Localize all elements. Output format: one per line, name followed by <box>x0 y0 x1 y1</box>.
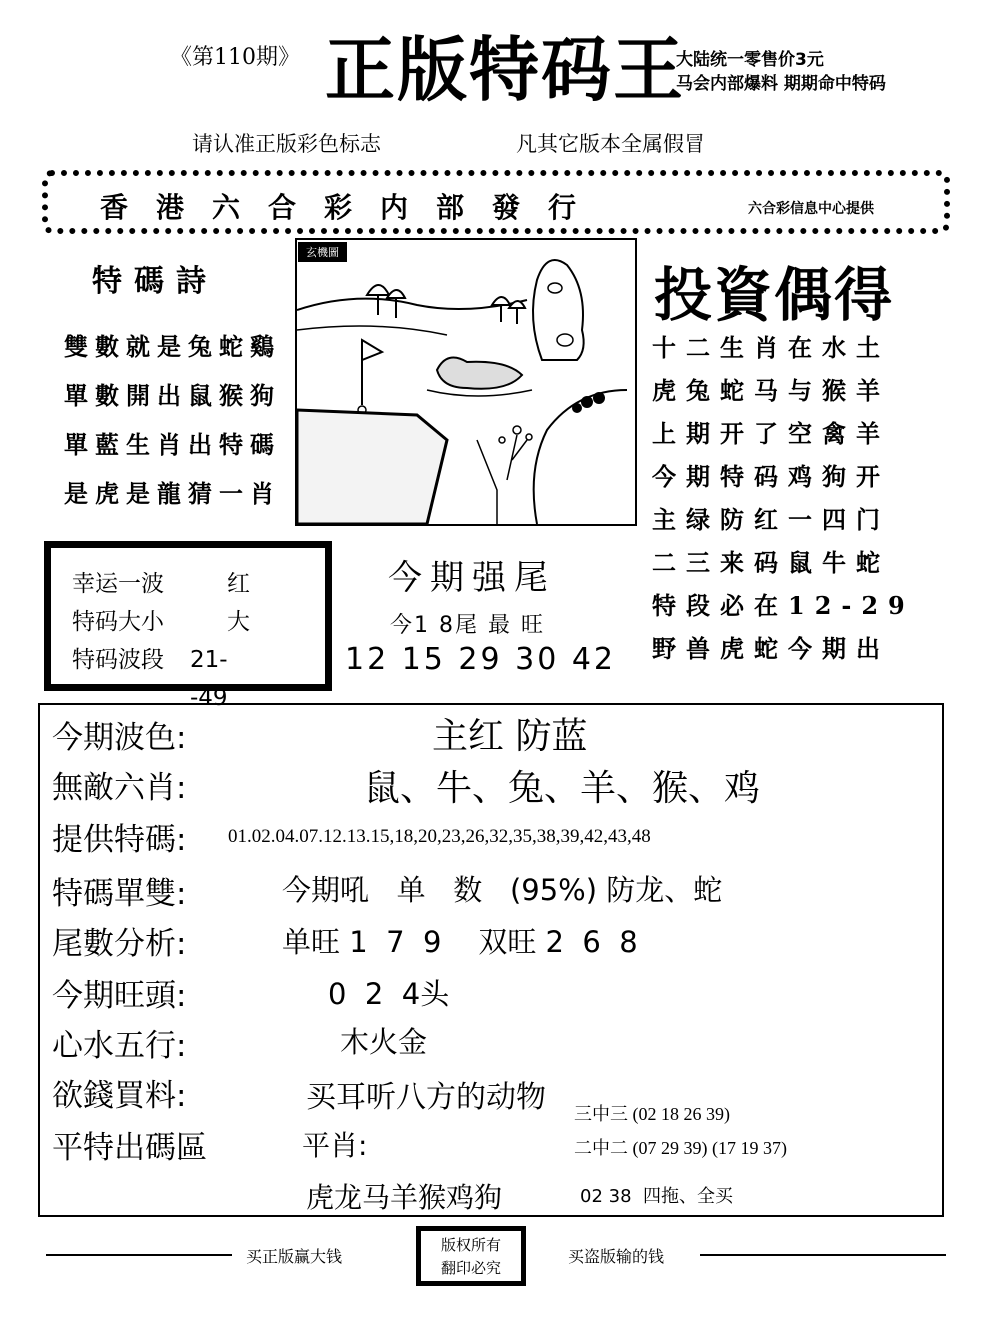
invest-line: 上期开了空禽羊 <box>652 419 890 448</box>
invest-line: 十二生肖在水土 <box>652 333 890 362</box>
copyright-line-2: 翻印必究 <box>440 1259 501 1277</box>
poem-line: 單數開出鼠猴狗 <box>64 381 281 410</box>
copyright-box <box>416 1226 526 1286</box>
price-info <box>676 48 886 96</box>
banner-text: 香港六合彩内部發行 <box>100 191 605 224</box>
six-zodiac-label: 無敵六肖: <box>52 770 187 806</box>
tail-analysis-value: 单旺 1 7 9 双旺 2 6 8 <box>282 925 638 959</box>
lucky-list <box>72 565 250 711</box>
odd-even-value: 今期吼 单 数 (95%) 防龙、蛇 <box>282 873 723 907</box>
invest-line: 二三来码鼠牛蛇 <box>652 548 890 577</box>
wave-value: 主红 防蓝 <box>432 716 588 757</box>
head-label: 今期旺頭: <box>52 978 187 1014</box>
banner-sub-text: 六合彩信息中心提供 <box>748 201 874 217</box>
invest-line: 特段必在12-29 <box>652 591 915 620</box>
price-line-1: 大陆统一零售价3元 <box>676 50 824 70</box>
special-code-label: 提供特碼: <box>52 822 187 858</box>
strong-tail-sub: 今1 8尾 最 旺 <box>390 613 545 638</box>
lucky-value: 大 <box>227 609 250 635</box>
picture-label: 玄機圖 <box>298 242 347 262</box>
six-zodiac-value: 鼠、牛、兔、羊、猴、鸡 <box>364 768 761 809</box>
poem-line: 雙數就是兔蛇鷄 <box>64 332 281 361</box>
strong-tail-title: 今期强尾 <box>388 558 556 598</box>
price-line-2: 马会内部爆料 期期命中特码 <box>676 74 886 94</box>
footer-divider-right <box>700 1254 946 1256</box>
lucky-label: 幸运一波 <box>72 571 164 597</box>
flat-zone-label: 平特出碼區 <box>52 1130 207 1166</box>
five-element-value: 木火金 <box>340 1025 428 1059</box>
lucky-row <box>72 603 250 641</box>
flat-zodiac-label: 平肖: <box>302 1129 368 1162</box>
poem-title: 特碼詩 <box>92 264 218 299</box>
poem-line: 單藍生肖出特碼 <box>64 430 281 459</box>
riddle-illustration <box>297 240 635 524</box>
lucky-label: 特码大小 <box>72 609 164 635</box>
invest-line: 主绿防红一四门 <box>652 505 890 534</box>
five-element-label: 心水五行: <box>52 1028 187 1064</box>
notice-left: 请认准正版彩色标志 <box>192 132 381 156</box>
poem-line: 是虎是龍猜一肖 <box>64 479 281 508</box>
footer-left-text: 买正版赢大钱 <box>246 1247 343 1266</box>
invest-line: 今期特码鸡狗开 <box>652 462 890 491</box>
lucky-label: 特码波段 <box>72 647 164 673</box>
special-code-value: 01.02.04.07.12.13.15,18,20,23,26,32,35,38,39,42,43,48 <box>228 826 651 847</box>
footer-right-text: 买盗版输的钱 <box>568 1247 665 1266</box>
combo-three: 三中三 (02 18 26 39) <box>574 1104 730 1124</box>
poem-lines <box>64 322 281 518</box>
lucky-row <box>72 641 228 711</box>
notice-right: 凡其它版本全属假冒 <box>516 132 705 156</box>
page-title: 正版特码王 <box>325 28 685 111</box>
wave-label: 今期波色: <box>52 720 187 756</box>
footer-divider-left <box>46 1254 232 1256</box>
riddle-label: 欲錢買料: <box>52 1078 187 1114</box>
copyright-line-1: 版权所有 <box>440 1236 501 1254</box>
invest-lines <box>652 326 915 670</box>
lucky-row <box>72 565 250 603</box>
combo-drag: 02 38 四拖、全买 <box>580 1186 733 1207</box>
strong-tail-numbers: 12 15 29 30 42 <box>345 642 617 677</box>
riddle-picture <box>295 238 637 526</box>
odd-even-label: 特碼單雙: <box>52 876 187 912</box>
flat-zodiac-animals: 虎龙马羊猴鸡狗 <box>306 1181 503 1214</box>
invest-line: 虎兔蛇马与猴羊 <box>652 376 890 405</box>
lucky-value: 红 <box>227 571 250 597</box>
issue-number: 《第110期》 <box>170 45 300 70</box>
invest-line: 野兽虎蛇今期出 <box>652 634 890 663</box>
invest-title: 投資偶得 <box>654 261 895 329</box>
tail-analysis-label: 尾數分析: <box>52 926 187 962</box>
combo-two: 二中二 (07 29 39) (17 19 37) <box>574 1138 787 1158</box>
lucky-value: 21--49 <box>190 647 228 711</box>
head-value: 0 2 4头 <box>328 977 450 1011</box>
riddle-value: 买耳听八方的动物 <box>306 1080 546 1115</box>
